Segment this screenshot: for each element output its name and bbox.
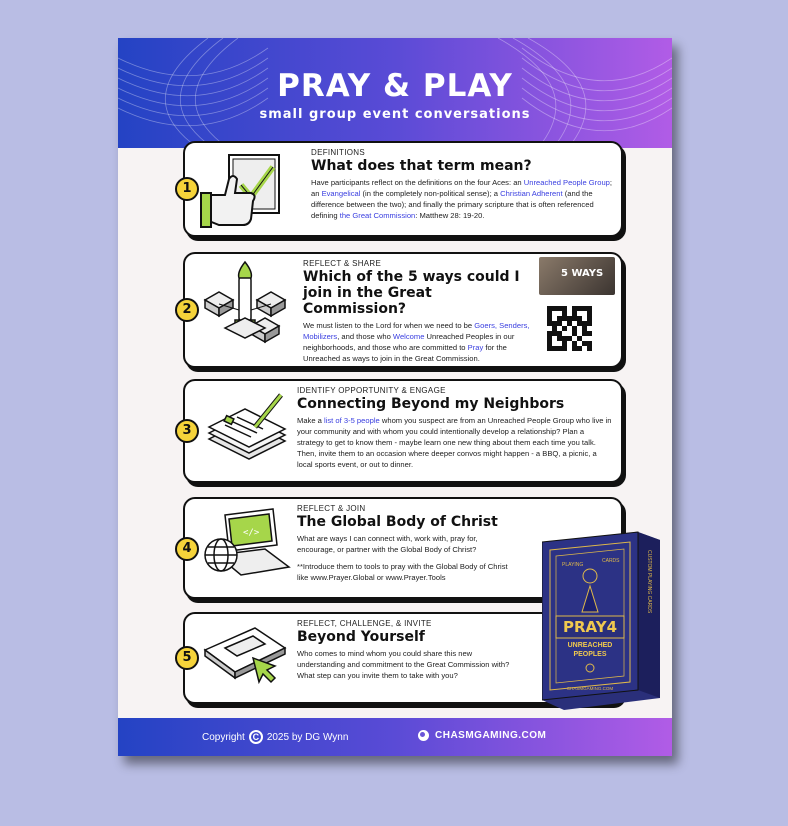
card-kicker: REFLECT & SHARE (303, 259, 382, 268)
box-label-playing: PLAYING (562, 562, 584, 568)
link-great-commission[interactable]: the Great Commission (339, 211, 416, 220)
step-number-badge: 5 (175, 646, 199, 670)
thumbs-up-checkmark-icon (195, 149, 295, 233)
box-brand: PRAY4 (562, 618, 618, 636)
link-pray[interactable]: Pray (467, 343, 484, 352)
card-heading: Which of the 5 ways could I join in the Great Commission? (303, 269, 520, 317)
step-number-badge: 3 (175, 419, 199, 443)
card-kicker: DEFINITIONS (311, 148, 365, 157)
link-welcome[interactable]: Welcome (392, 332, 425, 341)
link-goers-senders-mobilizers[interactable]: Goers, Senders, Mobilizers (303, 321, 530, 341)
link-christian-adherent[interactable]: Christian Adherent (500, 189, 563, 198)
box-line2: PEOPLES (573, 651, 607, 658)
card-heading: What does that term mean? (311, 158, 532, 174)
card-kicker: REFLECT, CHALLENGE, & INVITE (297, 619, 432, 628)
box-bottom-text: CHASMGAMING.COM (566, 686, 614, 691)
card-identify-opportunity (183, 379, 623, 483)
card-definitions (183, 141, 623, 237)
video-thumbnail-label: 5 WAYS (561, 268, 604, 279)
svg-text:</>: </> (243, 528, 260, 538)
page-title: PRAY & PLAY (277, 68, 513, 104)
link-list-of-people[interactable]: list of 3-5 people (324, 416, 380, 425)
copyright-notice: Copyright C 2025 by DG Wynn (202, 731, 349, 743)
card-text: We must listen to the Lord for when we need to be Goers, Senders, Mobilizers, and those who Welcome Unreached Peoples in our neighborhoods, and those who are committed to Pray for the Unreached as ways to join in the Great Commission. (303, 321, 530, 363)
video-thumbnail-5-ways[interactable] (539, 257, 615, 295)
card-reflect-share (183, 252, 623, 368)
card-text: Make a list of 3-5 people whom you suspect are from an Unreached People Group who live in your community and with whom you could intentionally develop a relationship? Plan a strategy to get to know them - maybe learn one new thing about them each time you talk. Then, invite them to an occasion where deeper convos might happen - a BBQ, a picnic, a local sports event, or out to dinner. (297, 416, 612, 469)
card-heading: The Global Body of Christ (297, 514, 498, 530)
card-kicker: IDENTIFY OPPORTUNITY & ENGAGE (297, 386, 446, 395)
playing-cards-box (542, 530, 660, 710)
link-unreached-people-group[interactable]: Unreached People Group (523, 178, 610, 187)
card-heading: Beyond Yourself (297, 629, 425, 645)
page-subtitle: small group event conversations (259, 107, 531, 122)
rocket-launch-icon (195, 260, 295, 360)
click-cursor-icon (195, 620, 295, 700)
link-evangelical[interactable]: Evangelical (321, 189, 361, 198)
flyer-footer (118, 718, 672, 756)
laptop-globe-icon (195, 505, 295, 595)
step-number-badge: 2 (175, 298, 199, 322)
globe-icon (418, 730, 429, 741)
website-link[interactable]: CHASMGAMING.COM (418, 730, 546, 741)
card-text: Have participants reflect on the definitions on the four Aces: an Unreached People Group; an Evangelical (in the completely non-political sense); a Christian Adherent (and the difference between the two); and finally the primary scripture that is often referenced defining the Great Commission: Matthew 28: 19-20. (311, 178, 613, 220)
documents-pencil-icon (195, 387, 295, 477)
box-side-text: CUSTOM PLAYING CARDS (646, 550, 652, 614)
card-note: **Introduce them to tools to pray with the Global Body of Christ like www.Prayer.Global or www.Prayer.Tools (297, 562, 508, 582)
qr-code[interactable] (547, 306, 592, 351)
qr-cell (587, 346, 592, 351)
box-label-cards: CARDS (602, 558, 620, 564)
card-heading: Connecting Beyond my Neighbors (297, 396, 565, 412)
step-number-badge: 1 (175, 177, 199, 201)
box-line1: UNREACHED (567, 642, 613, 649)
flyer-header (118, 38, 672, 148)
copyright-icon: C (249, 730, 263, 744)
step-number-badge: 4 (175, 537, 199, 561)
card-text: What are ways I can connect with, work with, pray for, encourage, or partner with the Global Body of Christ? (297, 534, 478, 554)
card-text: Who comes to mind whom you could share this new understanding and commitment to the Great Commission with? What step can you invite them to take with you? (297, 649, 510, 680)
card-kicker: REFLECT & JOIN (297, 504, 366, 513)
